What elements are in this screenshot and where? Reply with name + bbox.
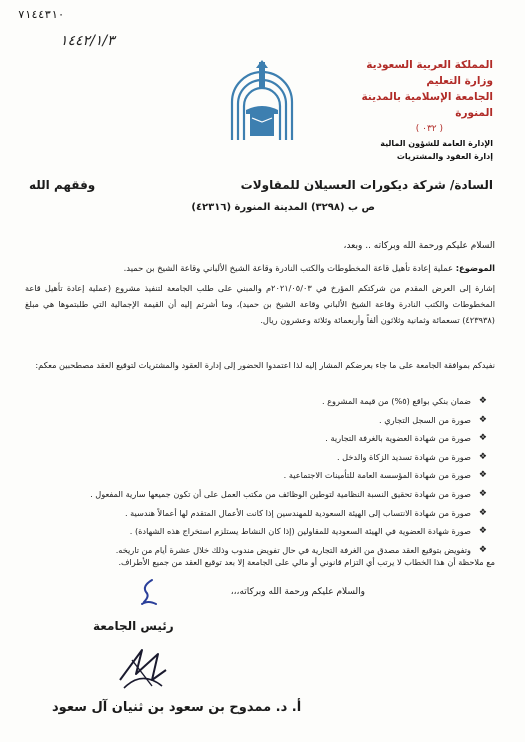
- list-item: ❖ صورة من شهادة العضوية بالغرفة التجارية .: [17, 429, 487, 448]
- bullet-icon: ❖: [478, 396, 487, 406]
- signature-icon: [112, 640, 172, 700]
- list-item: ❖ صورة من شهادة تسديد الزكاة والدخل .: [17, 448, 487, 467]
- list-item: ❖ صورة من شهادة المؤسسة العامة للتأمينات الاجتماعية .: [17, 466, 487, 485]
- greeting: السلام عليكم ورحمة الله وبركاته .. وبعد،: [343, 241, 495, 251]
- dept-contracts: إدارة العقود والمشتريات: [396, 152, 493, 161]
- org-country: المملكة العربية السعودية: [366, 59, 493, 71]
- university-logo-icon: [226, 60, 298, 144]
- legal-note: مع ملاحظة أن هذا الخطاب لا يرتب أي التزام قانوني أو مالي على الجامعة إلا بعد توقيع العقد من جميع الأطراف.: [118, 557, 495, 567]
- bullet-icon: ❖: [478, 526, 487, 537]
- dept-finance: الإدارة العامة للشؤون المالية: [380, 139, 493, 148]
- bullet-icon: ❖: [478, 414, 487, 425]
- bullet-icon: ❖: [478, 433, 487, 444]
- addressee-name: السادة/ شركة ديكورات العسيلان للمقاولات: [240, 178, 493, 192]
- subject-label: الموضوع:: [455, 263, 495, 273]
- addressee-line: [23, 178, 493, 192]
- organization-header: [323, 57, 493, 163]
- bullet-icon: ❖: [478, 507, 487, 518]
- body-paragraph: إشارة إلى العرض المقدم من شركتكم المؤرخ في ٢٠٢١/٠٥/٠٣م والمبني على طلب الجامعة لتنفيذ مشروع (عملية إعادة تأهيل قاعة المخطوطات والكتب النادرة وقاعة الشيخ الألباني وقاعة الشيخ بن حميد)، وما أشرتم إليه أن القيمة الإجمالية التي طلبتموها هي مبلغ (٤٢٣٩٣٨) تسعمائة وثمانية وثلاثون ألفاً وأربعمائة وثلاثة وعشرون ريال.: [25, 283, 495, 325]
- bullet-icon: ❖: [478, 488, 487, 499]
- list-item: ❖ صورة من شهادة تحقيق النسبة النظامية لتوطين الوظائف من مكتب العمل على أن تكون جميعها سارية المفعول .: [17, 485, 487, 504]
- org-ministry: وزارة التعليم: [426, 75, 493, 87]
- signer-name: أ. د. ممدوح بن سعود بن ثنيان آل سعود: [52, 700, 302, 715]
- list-item: ❖ صورة من شهادة الانتساب إلى الهيئة السعودية للمهندسين إذا كانت الأعمال المتقدم لها أعمالاً هندسية .: [17, 504, 487, 523]
- subject-text: عملية إعادة تأهيل قاعة المخطوطات والكتب النادرة وقاعة الشيخ الألباني وقاعة الشيخ بن حميد.: [123, 263, 454, 273]
- list-item: ❖ وتفويض بتوقيع العقد مصدق من الغرفة التجارية في حال تفويض مندوب وذلك خلال عشرة أيام من تاريخه.: [17, 541, 487, 560]
- closing-greeting: والسلام عليكم ورحمة الله وبركاته،،،: [230, 587, 365, 597]
- bullet-icon: ❖: [478, 470, 487, 481]
- reference-number: ٧١٤٤٣١٠: [18, 8, 65, 21]
- body-paragraph-2: نفيدكم بموافقة الجامعة على ما جاء بعرضكم المشار إليه لذا اعتمدوا الحضور إلى إدارة العقود والمشتريات لتوقيع العقد مصطحبين معكم:: [35, 360, 495, 370]
- handwritten-date: ١٤٤٢/١/٣: [60, 33, 115, 49]
- addressee-salutation: وفقهم الله: [29, 178, 96, 192]
- requirements-list: [17, 392, 487, 559]
- org-university: الجامعة الإسلامية بالمدينة المنورة: [361, 91, 493, 119]
- subject-line: [25, 263, 495, 273]
- list-item: ❖ صورة شهادة العضوية في الهيئة السعودية للمقاولين (إذا كان النشاط يستلزم استخراج هذه الشهادة) .: [17, 522, 487, 541]
- handwritten-mark-icon: [138, 578, 160, 608]
- org-code: ( ٠٣٢ ): [415, 124, 443, 134]
- list-item: ❖ صورة من السجل التجاري .: [17, 411, 487, 430]
- bullet-icon: ❖: [478, 451, 487, 462]
- signer-title: رئيس الجامعة: [93, 619, 174, 633]
- list-item: ❖ ضمان بنكي بواقع (٥%) من قيمة المشروع .: [17, 392, 487, 411]
- addressee-po-box: ص ب (٣٢٩٨) المدينة المنورة (٤٢٣١٦): [191, 202, 375, 213]
- bullet-icon: ❖: [478, 544, 487, 555]
